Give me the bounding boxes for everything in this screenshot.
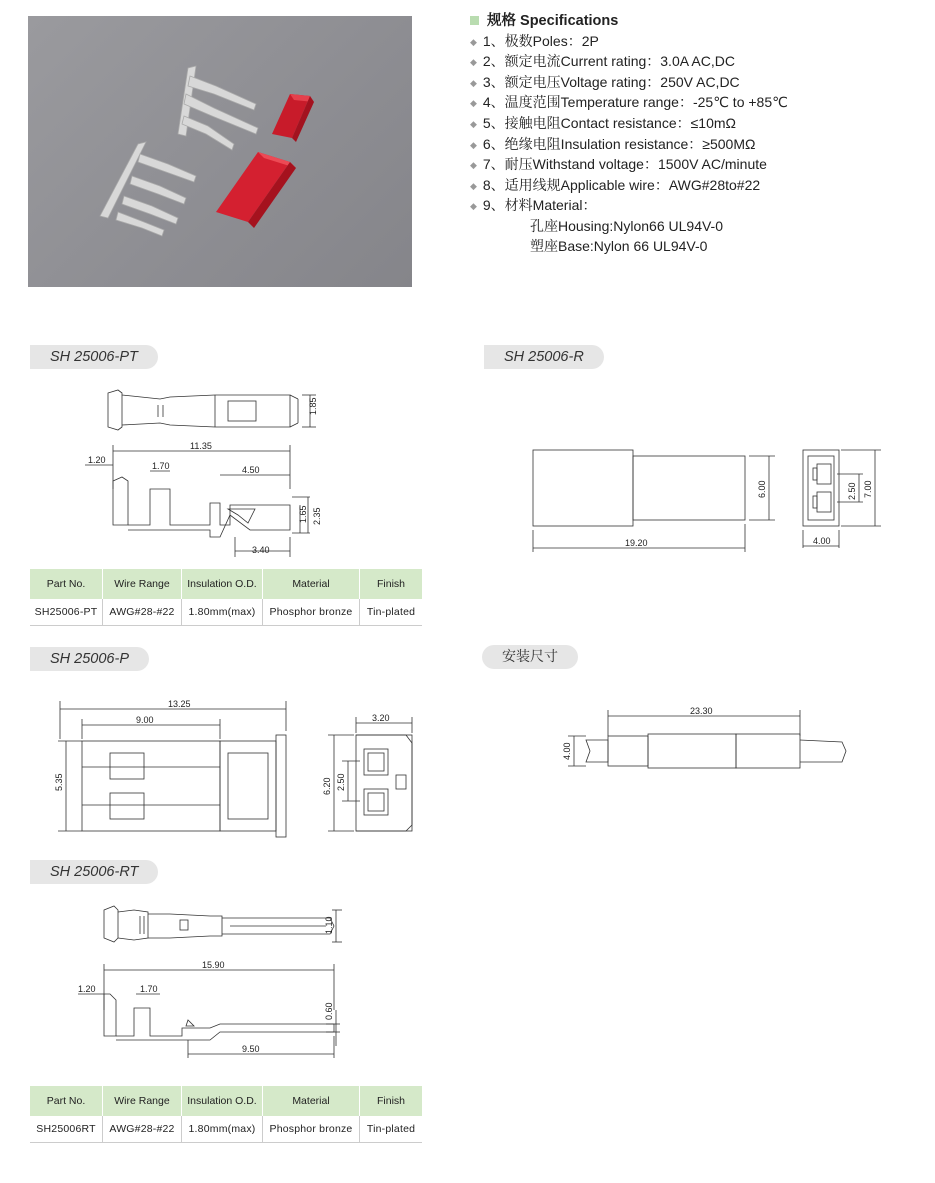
section-tag-p: SH 25006-P [30, 647, 149, 671]
title-en: Specifications [520, 13, 619, 29]
dim-r-400: 4.00 [813, 536, 831, 546]
spec-item [470, 73, 910, 94]
title-cn: 规格 [487, 13, 516, 29]
header-part-no: Part No. [30, 1086, 103, 1116]
spec-text: 4、温度范围Temperature range：-25℃ to +85℃ [482, 94, 788, 111]
cell-finish: Tin-plated [360, 599, 423, 626]
dim-pt-120: 1.20 [88, 455, 106, 465]
section-tag-rt: SH 25006-RT [30, 860, 158, 884]
diamond-icon: ◆ [470, 98, 477, 109]
dim-r-250: 2.50 [847, 482, 857, 500]
drawing-r [525, 440, 905, 560]
connector-illustration [28, 16, 412, 287]
cell-wire-range: AWG#28-#22 [103, 599, 182, 626]
green-square-icon [470, 16, 479, 25]
drawing-install [560, 700, 860, 780]
spec-item [470, 52, 910, 73]
dim-pt-170: 1.70 [152, 461, 170, 471]
header-finish: Finish [360, 569, 423, 599]
dim-p-1325: 13.25 [168, 699, 191, 709]
dim-p-620: 6.20 [322, 777, 332, 795]
dim-rt-120: 1.20 [78, 984, 96, 994]
cell-wire-range: AWG#28-#22 [103, 1116, 182, 1143]
cell-material: Phosphor bronze [263, 1116, 360, 1143]
header-material: Material [263, 1086, 360, 1116]
dim-p-320: 3.20 [372, 713, 390, 723]
spec-table-pt [30, 569, 422, 626]
spec-text: 9、材料Material： [482, 197, 597, 214]
dim-p-535: 5.35 [54, 773, 64, 791]
product-photo [28, 16, 412, 287]
dim-pt-185: 1.85 [308, 397, 318, 415]
spec-table-rt [30, 1086, 422, 1143]
diamond-icon: ◆ [470, 36, 477, 47]
spec-text: 3、额定电压Voltage rating：250V AC,DC [482, 73, 740, 90]
spec-text: 2、额定电流Current rating：3.0A AC,DC [482, 53, 735, 70]
specifications-title [470, 12, 910, 32]
diamond-icon: ◆ [470, 118, 477, 129]
spec-item [470, 32, 910, 53]
spec-item [470, 93, 910, 114]
diamond-icon: ◆ [470, 180, 477, 191]
dim-p-250: 2.50 [336, 773, 346, 791]
spec-item [470, 135, 910, 156]
dim-r-1920: 19.20 [625, 538, 648, 548]
table-header-row [30, 1086, 422, 1116]
section-tag-pt: SH 25006-PT [30, 345, 158, 369]
cell-material: Phosphor bronze [263, 599, 360, 626]
dim-rt-1590: 15.90 [202, 960, 225, 970]
spec-text: 6、绝缘电阻Insulation resistance：≥500MΩ [482, 135, 756, 152]
header-part-no: Part No. [30, 569, 103, 599]
dim-pt-340: 3.40 [252, 545, 270, 555]
spec-item [470, 196, 910, 217]
dim-pt-165: 1.65 [298, 505, 308, 523]
material-housing: 孔座Housing:Nylon66 UL94V-0 [530, 217, 723, 234]
header-wire-range: Wire Range [103, 1086, 182, 1116]
table-header-row [30, 569, 422, 599]
table-row [30, 1116, 422, 1143]
section-tag-r: SH 25006-R [484, 345, 604, 369]
diamond-icon: ◆ [470, 57, 477, 68]
specifications-block [470, 12, 910, 256]
cell-insulation: 1.80mm(max) [182, 1116, 263, 1143]
spec-text: 1、极数Poles：2P [482, 32, 599, 49]
housing-small-red [272, 94, 314, 142]
cell-part-no: SH25006-PT [30, 599, 103, 626]
spec-item [470, 176, 910, 197]
housing-large-red [216, 152, 296, 228]
header-wire-range: Wire Range [103, 569, 182, 599]
dim-r-600: 6.00 [757, 480, 767, 498]
section-tag-install: 安装尺寸 [482, 645, 578, 669]
spec-item [470, 114, 910, 135]
header-insulation: Insulation O.D. [182, 1086, 263, 1116]
cell-finish: Tin-plated [360, 1116, 423, 1143]
spec-item [470, 155, 910, 176]
diamond-icon: ◆ [470, 77, 477, 88]
drawing-rt [70, 890, 360, 1070]
cell-insulation: 1.80mm(max) [182, 599, 263, 626]
table-row [30, 599, 422, 626]
diamond-icon: ◆ [470, 160, 477, 171]
drawing-pt [70, 385, 340, 565]
spec-text: 5、接触电阻Contact resistance：≤10mΩ [482, 114, 737, 131]
spec-text: 8、适用线规Applicable wire：AWG#28to#22 [482, 176, 761, 193]
dim-rt-060: 0.60 [324, 1002, 334, 1020]
cell-part-no: SH25006RT [30, 1116, 103, 1143]
dim-rt-170: 1.70 [140, 984, 158, 994]
dim-rt-110: 1.10 [324, 916, 334, 934]
spec-text: 7、耐压Withstand voltage：1500V AC/minute [482, 156, 767, 173]
dim-p-900: 9.00 [136, 715, 154, 725]
dim-pt-235: 2.35 [312, 507, 322, 525]
dim-r-700: 7.00 [863, 480, 873, 498]
dim-rt-950: 9.50 [242, 1044, 260, 1054]
diamond-icon: ◆ [470, 201, 477, 212]
dim-install-400: 4.00 [562, 742, 572, 760]
dim-install-2330: 23.30 [690, 706, 713, 716]
dim-pt-1135: 11.35 [190, 441, 212, 451]
drawing-p [48, 695, 428, 845]
dim-pt-450: 4.50 [242, 465, 260, 475]
header-finish: Finish [360, 1086, 423, 1116]
header-insulation: Insulation O.D. [182, 569, 263, 599]
material-base: 塑座Base:Nylon 66 UL94V-0 [530, 237, 708, 254]
header-material: Material [263, 569, 360, 599]
diamond-icon: ◆ [470, 139, 477, 150]
